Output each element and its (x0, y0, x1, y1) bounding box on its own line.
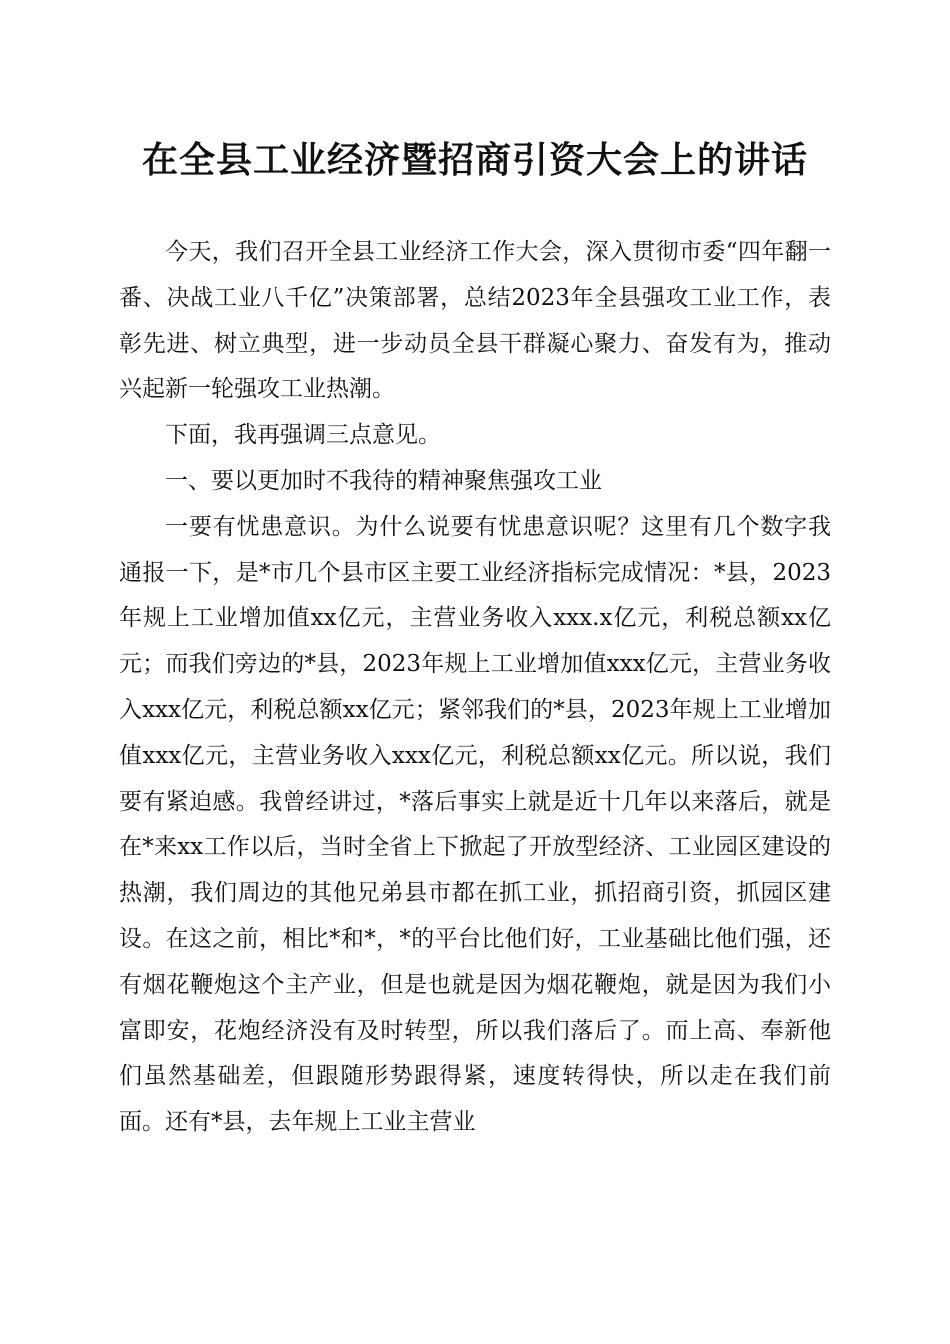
paragraph-intro: 今天，我们召开全县工业经济工作大会，深入贯彻市委“四年翻一番、决战工业八千亿”决策部署，总结2023年全县强攻工业工作，表彰先进、树立典型，进一步动员全县干群凝心聚力、奋发有为，推动兴起新一轮强攻工业热潮。 (119, 239, 831, 403)
paragraph-transition: 下面，我再强调三点意见。 (165, 422, 441, 449)
document-title: 在全县工业经济暨招商引资大会上的讲话 (141, 139, 808, 181)
document-body (119, 230, 831, 1146)
section-heading-1: 一、要以更加时不我待的精神聚焦强攻工业 (165, 467, 602, 494)
paragraph-section-1: 一要有忧患意识。为什么说要有忧患意识呢？这里有几个数字我通报一下，是*市几个县市区主要工业经济指标完成情况：*县，2023年规上工业增加值xx亿元，主营业务收入xxx.x亿元，利税总额xx亿元；而我们旁边的*县，2023年规上工业增加值xxx亿元，主营业务收入xxx亿元，利税总额xx亿元；紧邻我们的*县，2023年规上工业增加值xxx亿元，主营业务收入xxx亿元，利税总额xx亿元。所以说，我们要有紧迫感。我曾经讲过，*落后事实上就是近十几年以来落后，就是在*来xx工作以后，当时全省上下掀起了开放型经济、工业园区建设的热潮，我们周边的其他兄弟县市都在抓工业，抓招商引资，抓园区建设。在这之前，相比*和*，*的平台比他们好，工业基础比他们强，还有烟花鞭炮这个主产业，但是也就是因为烟花鞭炮，就是因为我们小富即安，花炮经济没有及时转型，所以我们落后了。而上高、奉新他们虽然基础差，但跟随形势跟得紧，速度转得快，所以走在我们前面。还有*县，去年规上工业主营业 (119, 513, 831, 1136)
